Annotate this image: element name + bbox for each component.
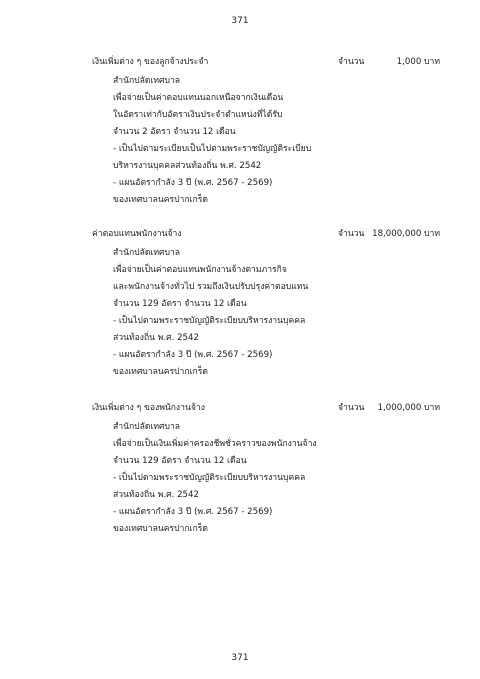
amount-value: 1,000 บาท (396, 57, 440, 67)
description-line: - แผนอัตรากำลัง 3 ปี (พ.ศ. 2567 - 2569) (113, 178, 273, 188)
amount-label: จำนวน (338, 229, 365, 239)
amount-value: 18,000,000 บาท (372, 229, 440, 239)
description-line: ของเทศบาลนครปากเกร็ด (113, 367, 208, 377)
description-line: สำนักปลัดเทศบาล (113, 248, 181, 258)
description-line: จำนวน 129 อัตรา จำนวน 12 เดือน (113, 456, 247, 466)
description-line: เพื่อจ่ายเป็นค่าตอบแทนพนักงานจ้างตามภารกิจ (113, 265, 287, 275)
description-line: ส่วนท้องถิ่น พ.ศ. 2542 (113, 333, 199, 343)
description-line: ของเทศบาลนครปากเกร็ด (113, 195, 208, 205)
description-line: จำนวน 129 อัตรา จำนวน 12 เดือน (113, 299, 247, 309)
budget-item-title: เงินเพิ่มต่าง ๆ ของลูกจ้างประจำ (92, 57, 209, 67)
budget-item-description (113, 74, 311, 210)
description-line: และพนักงานจ้างทั่วไป รวมถึงเงินปรับปรุงค่าตอบแทน (113, 282, 309, 292)
description-line: สำนักปลัดเทศบาล (113, 76, 181, 86)
description-line: ของเทศบาลนครปากเกร็ด (113, 524, 208, 534)
description-line: เพื่อจ่ายเป็นเงินเพิ่มค่าครองชีพชั่วคราวของพนักงานจ้าง (113, 439, 317, 449)
description-line: สำนักปลัดเทศบาล (113, 422, 181, 432)
budget-item-heading (0, 226, 480, 240)
description-line: - เป็นไปตามพระราชบัญญัติระเบียบบริหารงานบุคคล (113, 473, 306, 483)
description-line: - แผนอัตรากำลัง 3 ปี (พ.ศ. 2567 - 2569) (113, 507, 273, 517)
budget-item-heading (0, 54, 480, 68)
amount-label: จำนวน (338, 403, 365, 413)
description-line: เพื่อจ่ายเป็นค่าตอบแทนนอกเหนือจากเงินเดือน (113, 93, 284, 103)
page-number-top: 371 (231, 16, 249, 26)
budget-item-heading (0, 400, 480, 414)
budget-item-description (113, 420, 317, 539)
description-line: - เป็นไปตามพระราชบัญญัติระเบียบบริหารงานบุคคล (113, 316, 306, 326)
budget-item-title: ค่าตอบแทนพนักงานจ้าง (92, 229, 182, 239)
description-line: - เป็นไปตามระเบียบเป็นไปตามพระราชบัญญัติระเบียบ (113, 144, 312, 154)
page-number-bottom: 371 (231, 653, 249, 663)
description-line: ในอัตราเท่ากับอัตราเงินประจำตำแหน่งที่ได้รับ (113, 110, 283, 120)
amount-value: 1,000,000 บาท (377, 403, 440, 413)
description-line: - แผนอัตรากำลัง 3 ปี (พ.ศ. 2567 - 2569) (113, 350, 273, 360)
amount-label: จำนวน (338, 57, 365, 67)
description-line: ส่วนท้องถิ่น พ.ศ. 2542 (113, 490, 199, 500)
description-line: จำนวน 2 อัตรา จำนวน 12 เดือน (113, 127, 236, 137)
budget-item-description (113, 246, 308, 382)
budget-item-title: เงินเพิ่มต่าง ๆ ของพนักงานจ้าง (92, 403, 205, 413)
description-line: บริหารงานบุคคลส่วนท้องถิ่น พ.ศ. 2542 (113, 161, 262, 171)
